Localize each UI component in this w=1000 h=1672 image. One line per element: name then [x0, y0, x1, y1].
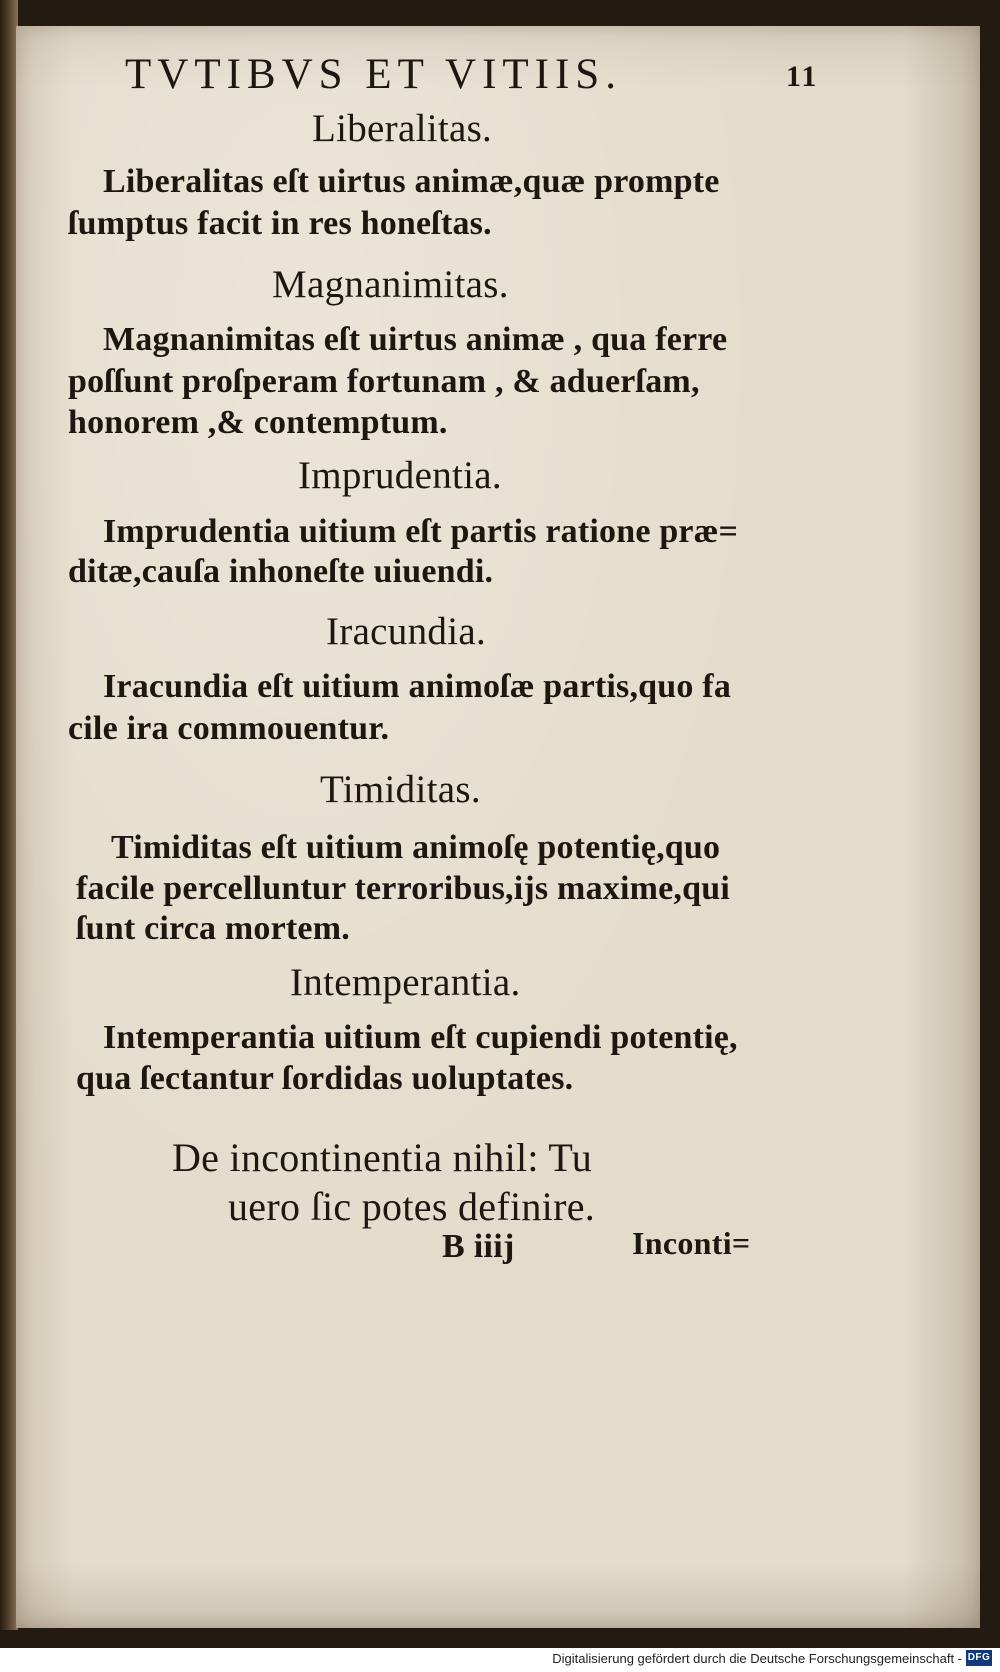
- section-heading-imprudentia: Imprudentia.: [298, 454, 502, 497]
- dfg-logo-icon: DFG: [966, 1650, 992, 1666]
- section-heading-intemperantia: Intemperantia.: [290, 961, 521, 1004]
- body-line: facile percelluntur terroribus,ijs maxime,qui: [76, 870, 730, 907]
- signature-mark: B iiij: [442, 1228, 515, 1265]
- section-heading-liberalitas: Liberalitas.: [312, 107, 493, 150]
- digitization-credit: Digitalisierung gefördert durch die Deutsche Forschungsgemeinschaft -: [552, 1651, 962, 1666]
- body-line: ditæ,cauſa inhoneſte uiuendi.: [68, 553, 494, 590]
- closing-line: De incontinentia nihil: Tu: [172, 1135, 593, 1180]
- body-line: Intemperantia uitium eſt cupiendi potentię,: [103, 1019, 738, 1056]
- body-line: Magnanimitas eſt uirtus animæ , qua ferre: [103, 321, 728, 358]
- body-line: Liberalitas eſt uirtus animæ,quæ prompte: [103, 163, 720, 200]
- body-line: ſumptus facit in res honeſtas.: [68, 205, 492, 242]
- section-heading-magnanimitas: Magnanimitas.: [272, 263, 509, 306]
- body-line: Timiditas eſt uitium animoſę potentię,quo: [111, 829, 721, 866]
- body-line: qua ſectantur ſordidas uoluptates.: [76, 1060, 574, 1097]
- body-line: poſſunt proſperam fortunam , & aduerſam,: [68, 363, 700, 400]
- body-line: Imprudentia uitium eſt partis ratione præ=: [103, 513, 739, 550]
- body-line: ſunt circa mortem.: [76, 910, 350, 947]
- folio-number: 11: [786, 60, 819, 93]
- running-head: TVTIBVS ET VITIIS.: [125, 51, 622, 98]
- section-heading-iracundia: Iracundia.: [326, 610, 486, 653]
- body-line: cile ira commouentur.: [68, 710, 390, 747]
- section-heading-timiditas: Timiditas.: [320, 768, 481, 811]
- catchword: Inconti=: [632, 1225, 751, 1261]
- body-line: honorem ,& contemptum.: [68, 404, 448, 441]
- closing-line: uero ſic potes definire.: [228, 1184, 596, 1229]
- body-line: Iracundia eſt uitium animoſæ partis,quo fa: [103, 668, 732, 705]
